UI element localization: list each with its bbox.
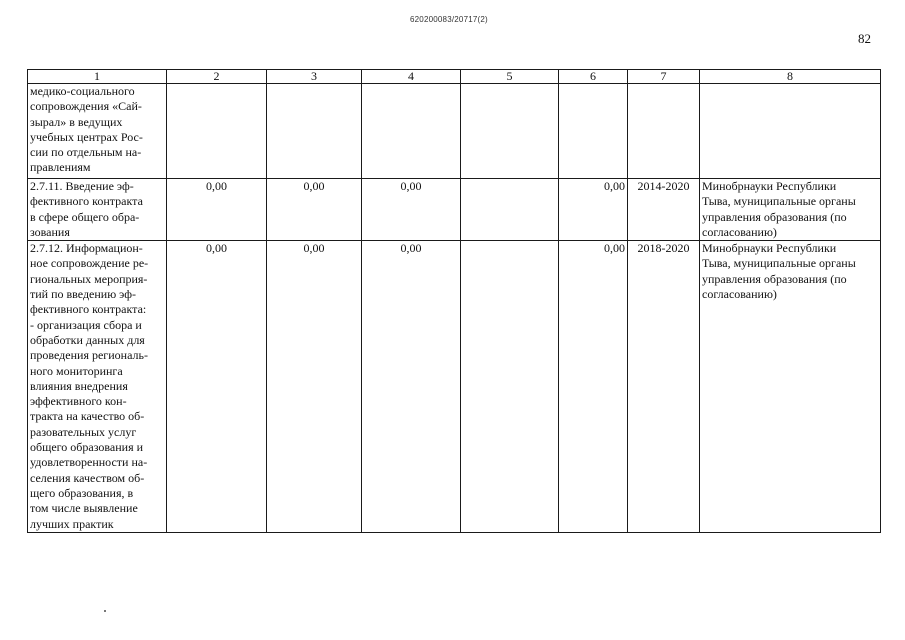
period-cell: 2014-2020 — [628, 179, 700, 241]
funding-cell-col2 — [167, 84, 267, 179]
measure-description: 2.7.11. Введение эф- фективного контракта в сфере общего обра- зования — [28, 179, 167, 241]
program-table — [27, 69, 881, 533]
column-header-5: 5 — [461, 70, 559, 84]
document-code: 620200083/20717(2) — [410, 15, 488, 24]
measure-description: медико-социального сопровождения «Сай- зырал» в ведущих учебных центрах Рос- сии по отдельным на- правлениям — [28, 84, 167, 179]
funding-cell-col5 — [461, 84, 559, 179]
funding-cell-col5 — [461, 179, 559, 241]
funding-cell-col3 — [267, 84, 362, 179]
funding-cell-col5 — [461, 241, 559, 533]
table-row — [28, 179, 881, 241]
period-cell — [628, 84, 700, 179]
column-header-6: 6 — [559, 70, 628, 84]
funding-cell-col4 — [362, 84, 461, 179]
scan-speck — [104, 610, 106, 612]
column-header-8: 8 — [700, 70, 881, 84]
funding-cell-col6 — [559, 84, 628, 179]
funding-cell-col4: 0,00 — [362, 241, 461, 533]
responsible-cell — [700, 84, 881, 179]
funding-cell-col6: 0,00 — [559, 179, 628, 241]
column-header-3: 3 — [267, 70, 362, 84]
period-cell: 2018-2020 — [628, 241, 700, 533]
funding-cell-col3: 0,00 — [267, 179, 362, 241]
column-header-2: 2 — [167, 70, 267, 84]
funding-cell-col4: 0,00 — [362, 179, 461, 241]
responsible-cell: Минобрнауки Республики Тыва, муниципальные органы управления образования (по согласованию) — [700, 179, 881, 241]
table-row — [28, 241, 881, 533]
funding-cell-col6: 0,00 — [559, 241, 628, 533]
column-header-7: 7 — [628, 70, 700, 84]
funding-cell-col3: 0,00 — [267, 241, 362, 533]
page-number: 82 — [858, 31, 871, 46]
measure-description: 2.7.12. Информацион- ное сопровождение ре- гиональных мероприя- тий по введению эф- фективного контракта: - организация сбора и обработки данных для проведения региональ- ного мониторинга влияния внедрения эффективного кон- тракта на качество об- разовательных услуг общего образования и удовлетворенности на- селения качеством об- щего образования, в том числе выявление лучших практик — [28, 241, 167, 533]
table-header-row — [28, 70, 881, 84]
column-header-4: 4 — [362, 70, 461, 84]
column-header-1: 1 — [28, 70, 167, 84]
responsible-cell: Минобрнауки Республики Тыва, муниципальные органы управления образования (по согласованию) — [700, 241, 881, 533]
funding-cell-col2: 0,00 — [167, 241, 267, 533]
funding-cell-col2: 0,00 — [167, 179, 267, 241]
table-row — [28, 84, 881, 179]
